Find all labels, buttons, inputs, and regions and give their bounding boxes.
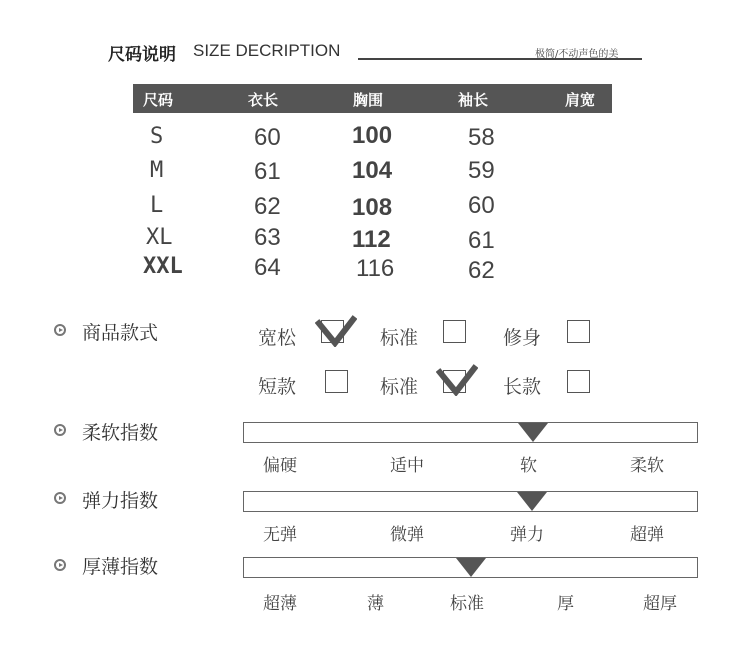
checkmark-icon <box>315 315 357 347</box>
softness-scale-bar <box>243 422 698 443</box>
size-cell: L <box>150 193 164 218</box>
style-option-label: 修身 <box>503 327 542 349</box>
size-cell: M <box>150 158 164 183</box>
checkmark-icon <box>436 364 478 396</box>
col-header-length: 衣长 <box>248 91 279 109</box>
elasticity-scale-label: 超弹 <box>630 525 664 545</box>
col-header-shoulder: 肩宽 <box>565 91 596 109</box>
chest-cell: 112 <box>352 226 391 253</box>
col-header-sleeve: 袖长 <box>458 91 489 109</box>
length-cell: 63 <box>254 224 281 251</box>
length-cell: 61 <box>254 158 281 185</box>
thickness-marker-icon <box>456 558 486 577</box>
chest-cell: 100 <box>352 122 393 149</box>
chest-cell: 108 <box>352 194 393 221</box>
softness-scale-label: 软 <box>520 456 537 476</box>
bullet-icon <box>54 492 66 504</box>
softness-scale-label: 适中 <box>390 456 424 476</box>
softness-label: 柔软指数 <box>82 422 159 444</box>
col-header-chest: 胸围 <box>353 91 384 109</box>
softness-scale-label: 偏硬 <box>263 456 297 476</box>
chest-cell: 104 <box>352 157 393 184</box>
style-option-label: 宽松 <box>258 327 297 349</box>
thickness-scale-label: 标准 <box>450 594 484 614</box>
thickness-scale-label: 超厚 <box>643 594 677 614</box>
length-cell: 64 <box>254 254 281 281</box>
elasticity-scale-label: 弹力 <box>510 525 544 545</box>
size-cell: XXL <box>143 254 183 279</box>
style-label: 商品款式 <box>82 322 159 344</box>
sleeve-cell: 58 <box>468 124 495 151</box>
checkbox-short[interactable] <box>325 370 348 393</box>
checkbox-long[interactable] <box>567 370 590 393</box>
elasticity-marker-icon <box>517 492 547 511</box>
style-option-label: 长款 <box>503 376 542 398</box>
style-option-label: 标准 <box>380 376 419 398</box>
bullet-icon <box>54 324 66 336</box>
style-option-label: 标准 <box>380 327 419 349</box>
checkbox-slim[interactable] <box>567 320 590 343</box>
elasticity-scale-label: 无弹 <box>263 525 297 545</box>
softness-scale-label: 柔软 <box>630 456 664 476</box>
sleeve-cell: 60 <box>468 192 495 219</box>
title-cn: 尺码说明 <box>108 45 176 65</box>
sleeve-cell: 62 <box>468 257 495 284</box>
title-en: SIZE DECRIPTION <box>193 41 341 60</box>
thickness-scale-label: 超薄 <box>263 594 297 614</box>
size-cell: S <box>150 124 164 149</box>
col-header-size: 尺码 <box>143 91 174 109</box>
thickness-label: 厚薄指数 <box>82 556 159 578</box>
elasticity-label: 弹力指数 <box>82 490 159 512</box>
checkbox-standard-fit[interactable] <box>443 320 466 343</box>
thickness-scale-label: 薄 <box>367 594 384 614</box>
elasticity-scale-bar <box>243 491 698 512</box>
size-cell: XL <box>146 225 173 250</box>
size-table-header <box>133 84 612 113</box>
style-option-label: 短款 <box>258 376 297 398</box>
chest-cell: 116 <box>356 255 395 282</box>
bullet-icon <box>54 559 66 571</box>
thickness-scale-label: 厚 <box>557 594 574 614</box>
length-cell: 60 <box>254 124 281 151</box>
bullet-icon <box>54 424 66 436</box>
sleeve-cell: 59 <box>468 157 495 184</box>
softness-marker-icon <box>518 423 548 442</box>
slogan: 极简/不动声色的美 <box>535 49 619 60</box>
elasticity-scale-label: 微弹 <box>390 525 424 545</box>
sleeve-cell: 61 <box>468 227 495 254</box>
length-cell: 62 <box>254 193 281 220</box>
